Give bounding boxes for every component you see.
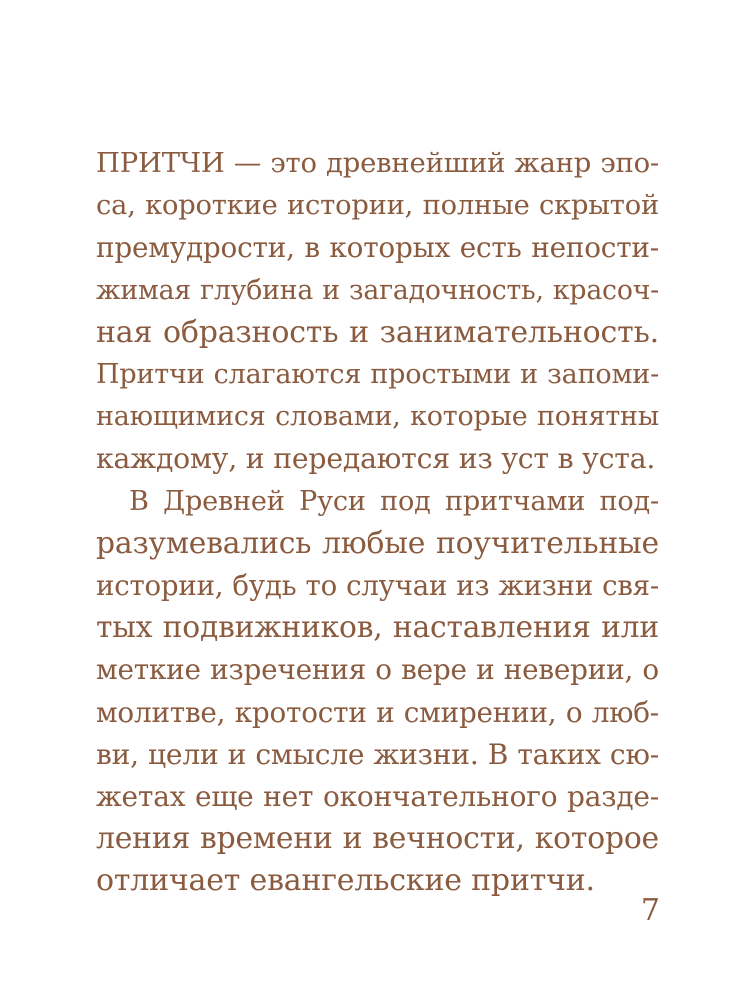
text-line: ви, цели и смысле жизни. В таких сю- xyxy=(96,737,659,771)
text-line: нающимися словами, которые понятны xyxy=(96,401,659,433)
text-line: молитве, кротости и смирении, о люб- xyxy=(96,695,659,729)
page-body xyxy=(96,143,659,903)
text-line: ления времени и вечности, которое xyxy=(96,821,659,857)
text-line: премудрости, в которых есть непости- xyxy=(96,231,659,265)
paragraph-1 xyxy=(96,143,659,481)
text-line: Притчи слагаются простыми и запоми- xyxy=(96,359,659,391)
text-line: тых подвижников, наставления или xyxy=(96,610,659,646)
text-line: отличает евангельские притчи. xyxy=(96,863,595,899)
paragraph-2 xyxy=(96,481,659,903)
text-line: меткие изречения о вере и неверии, о xyxy=(96,653,659,687)
text-line: жетах еще нет окончательного разде- xyxy=(96,780,659,814)
text-line: истории, будь то случаи из жизни свя- xyxy=(96,569,659,603)
text-line: разумевались любые поучительные xyxy=(96,525,659,561)
page-number: 7 xyxy=(640,893,660,928)
text-line: са, короткие истории, полные скрытой xyxy=(96,190,659,222)
text-line: жимая глубина и загадочность, красоч- xyxy=(96,274,659,306)
text-line: каждому, и передаются из уст в уста. xyxy=(96,442,656,476)
text-line: ная образность и занимательность. xyxy=(96,314,659,350)
text-line: В Древней Руси под притчами под- xyxy=(129,485,659,517)
text-line: ПРИТЧИ — это древнейший жанр эпо- xyxy=(96,148,659,179)
